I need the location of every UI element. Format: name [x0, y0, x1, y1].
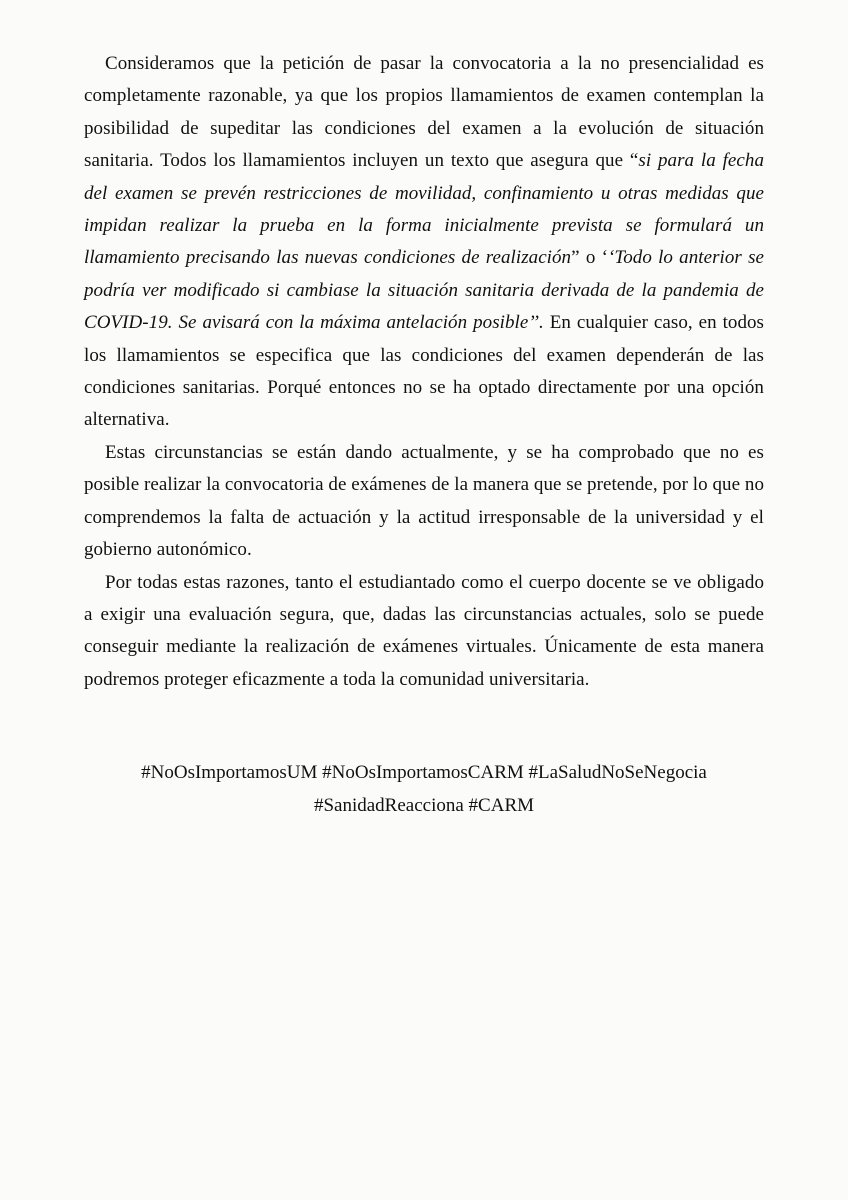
hashtags-line-2: #SanidadReacciona #CARM: [313, 795, 535, 817]
hashtags: [84, 756, 764, 822]
paragraph-1: [84, 48, 764, 437]
paragraph-1-text-3: En cualquier caso, en todos los llamamientos se especifica que las condiciones del examen dependerán de las condiciones sanitarias. Porqué entonces no se ha optado directamente por una opción alternativa.: [84, 312, 764, 431]
paragraph-3: Por todas estas razones, tanto el estudiantado como el cuerpo docente se ve obligado a exigir una evaluación segura, que, dadas las circunstancias actuales, solo se puede conseguir mediante la realización de exámenes virtuales. Únicamente de esta manera podremos proteger eficazmente a toda la comunidad universitaria.: [84, 571, 764, 690]
paragraph-1-text-2: ” o ‘: [571, 247, 608, 269]
paragraph-2: Estas circunstancias se están dando actualmente, y se ha comprobado que no es posible realizar la convocatoria de exámenes de la manera que se pretende, por lo que no comprendemos la falta de actuación y la actitud irresponsable de la universidad y el gobierno autonómico.: [84, 441, 764, 561]
quote-2: ‘Todo lo anterior se podría ver modificado si cambiase la situación sanitaria derivada de la pandemia de COVID-19. Se avisará con la máxima antelación posible’’.: [84, 247, 764, 334]
hashtags-line-1: #NoOsImportamosUM #NoOsImportamosCARM #LaSaludNoSeNegocia: [141, 762, 707, 784]
paragraph-1-text-1: Consideramos que la petición de pasar la convocatoria a la no presencialidad es completamente razonable, ya que los propios llamamientos de examen contemplan la posibilidad de supeditar las condiciones del examen a la evolución de situación sanitaria. Todos los llamamientos incluyen un texto que asegura que “: [84, 53, 764, 172]
quote-1: si para la fecha del examen se prevén restricciones de movilidad, confinamiento u otras medidas que impidan realizar la prueba en la forma inicialmente prevista se formulará un llamamiento precisando las nuevas condiciones de realización: [84, 150, 764, 269]
